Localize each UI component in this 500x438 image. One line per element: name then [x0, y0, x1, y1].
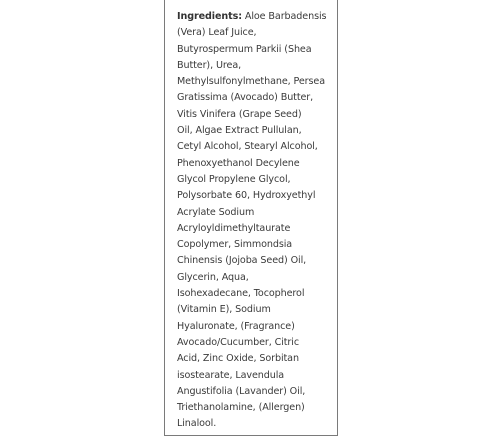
ingredients-line: Copolymer, Simmondsia — [177, 239, 293, 251]
ingredients-line: Acrylate Sodium — [177, 206, 255, 218]
ingredients-line: Angustifolia (Lavander) Oil, — [177, 385, 306, 397]
ingredients-label-panel — [164, 0, 338, 436]
ingredients-line: Cetyl Alcohol, Stearyl Alcohol, — [177, 141, 318, 153]
ingredients-heading: Ingredients: — [177, 11, 242, 22]
ingredients-line: isostearate, Lavendula — [177, 369, 285, 381]
ingredients-line: Glycerin, Aqua, — [177, 271, 249, 283]
ingredients-line: Avocado/Cucumber, Citric — [177, 336, 300, 348]
ingredients-line: (Vitamin E), Sodium — [177, 304, 271, 316]
ingredients-line: Oil, Algae Extract Pullulan, — [177, 125, 302, 137]
ingredients-line: Phenoxyethanol Decylene — [177, 157, 300, 169]
ingredients-line: Isohexadecane, Tocopherol — [177, 288, 305, 300]
ingredients-line: Butyrospermum Parkii (Shea — [177, 43, 312, 55]
ingredients-line: Gratissima (Avocado) Butter, — [177, 92, 314, 104]
ingredients-line: Chinensis (Jojoba Seed) Oil, — [177, 255, 307, 267]
ingredients-line: Linalool. — [177, 418, 217, 430]
ingredients-list — [177, 9, 333, 433]
ingredients-line: Methylsulfonylmethane, Persea — [177, 76, 326, 88]
ingredients-line: Acryloyldimethyltaurate — [177, 222, 291, 234]
ingredients-line: Butter), Urea, — [177, 59, 242, 71]
ingredients-line: Triethanolamine, (Allergen) — [177, 402, 305, 414]
ingredients-line-first-text: Aloe Barbadensis — [241, 11, 327, 22]
ingredients-line: Vitis Vinifera (Grape Seed) — [177, 108, 302, 120]
ingredients-line: Hyaluronate, (Fragrance) — [177, 320, 295, 332]
ingredients-line-first — [177, 9, 333, 25]
ingredients-line: Glycol Propylene Glycol, — [177, 173, 291, 185]
ingredients-line: Polysorbate 60, Hydroxyethyl — [177, 190, 316, 202]
ingredients-line: (Vera) Leaf Juice, — [177, 27, 257, 39]
ingredients-line: Acid, Zinc Oxide, Sorbitan — [177, 353, 299, 365]
